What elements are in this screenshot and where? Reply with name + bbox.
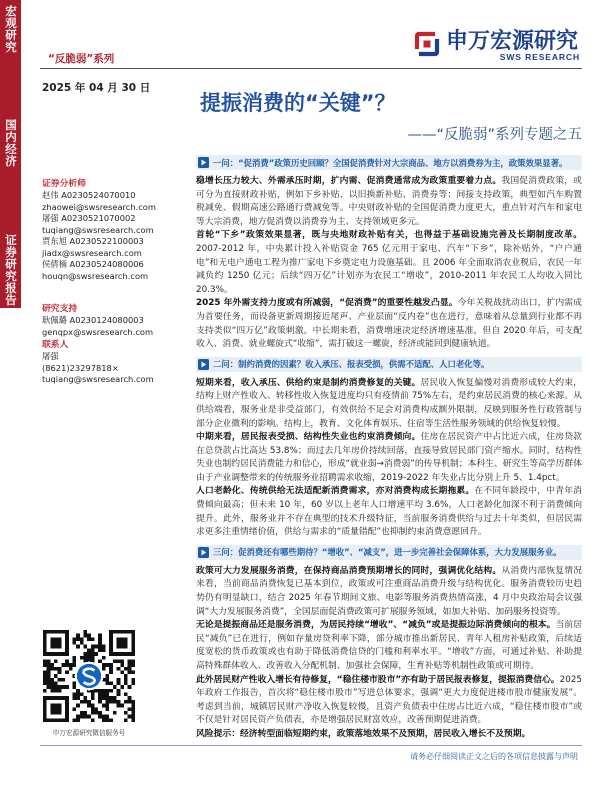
paragraph xyxy=(196,175,582,229)
report-subtitle: ——“反脆弱”系列专题之五 xyxy=(407,127,582,143)
logo-wordmark-en: SWS RESEARCH xyxy=(499,52,580,62)
paragraph-body: 当前居民“减负”已在进行，例如存量房贷利率下降，部分城市推出新居民、青年人租房补贴政策，后续适度宽松的货币政策或也有助于降低消费信贷的门槛和利率水平。“增收”方面，可通过补贴、补助提高特殊群体收入、改善收入分配机制、加强社会保障，生育补贴等机制性政策或可期待。 xyxy=(196,620,582,671)
footer-divider xyxy=(40,745,582,746)
analysts-block xyxy=(42,178,182,282)
paragraph-lead: 无论是提振商品还是服务消费，为居民持续“增收”、“减负”或是提振边际消费倾向的根本。 xyxy=(196,620,556,631)
qr-caption: 申万宏源研究微信服务号 xyxy=(52,729,126,737)
question-text: 一问：“促消费”政策历史回顾？全国促消费针对大宗商品、地方以消费券为主，政策效果显著。 xyxy=(213,157,568,168)
sidebar-label-report-type: 证券研究报告 xyxy=(4,234,18,306)
paragraph-lead: 稳增长压力较大、外需承压时期，扩内需、促消费通常成为政策重要着力点。 xyxy=(196,176,502,186)
paragraph xyxy=(196,485,582,539)
contact-block xyxy=(42,339,182,386)
side-strip xyxy=(0,0,21,308)
section-q1 xyxy=(196,155,582,352)
paragraph-lead: 短期来看，收入承压、供给约束是制约消费修复的关键。 xyxy=(196,377,421,388)
contact-email: tuqiang@swsresearch.com xyxy=(42,374,154,384)
analyst-email: jiadx@swsresearch.com xyxy=(42,247,142,258)
qr-code-icon xyxy=(43,630,135,722)
arrow-bullet-icon xyxy=(198,359,209,370)
paragraph xyxy=(196,229,582,297)
question-heading xyxy=(196,155,582,170)
contact-name: 屠强 xyxy=(42,351,59,361)
support-label: 研究支持 xyxy=(42,304,78,314)
paragraph-body: 从消费内部恢复情况来看，当前商品消费恢复已基本到位，政策或可注重商品消费升级与结构优化。服务消费较历史趋势仍有明显缺口，结合 2025 年春节期间文旅、电影等服务消费热情高涨，4 月中央政治局会议强调“大力发展服务消费”，全国层面促消费政策可扩展服务领域，如加大补贴、加码服务投资等。 xyxy=(196,565,582,617)
analysts-label: 证券分析师 xyxy=(42,179,86,189)
paragraph xyxy=(196,377,582,431)
paragraph-lead: 此外居民财产性收入增长有待修复，“稳住楼市股市”亦有助于居民报表修复，提振消费信心。 xyxy=(196,674,560,685)
analyst-email: zhaowei@swsresearch.com xyxy=(42,201,156,212)
question-text: 三问：促消费还有哪些期待？“增收”、“减支”，进一步完善社会保障体系，大力发展服务业。 xyxy=(213,547,562,558)
contact-phone: (8621)23297818× xyxy=(42,362,119,373)
summary-main xyxy=(196,155,582,747)
disclaimer-note: 请务必仔细阅读正文之后的各项信息披露与声明 xyxy=(410,752,578,761)
analyst-email: tuqiang@swsresearch.com xyxy=(42,224,154,235)
support-name-id: 耿佩璐 A0230124080003 xyxy=(42,315,144,325)
paragraph-body: 我国促消费政策，或可分为直接财政补贴，例如下乡补贴、以旧换新补贴、消费券等；间接支持政策，典型如汽车购置税减免、假期高速公路通行费减免等。中央财政补贴的全国促消费力度更大，重点针对汽车和家电等大宗消费，地方促消费以消费券为主、支持领域更多元。 xyxy=(196,176,582,227)
paragraph xyxy=(196,297,582,351)
paragraph xyxy=(196,674,582,728)
header-divider xyxy=(40,68,582,69)
analyst-name-id: 贾东旭 A0230522100003 xyxy=(42,236,144,246)
paragraph-lead: 首轮“下乡”政策效果显著，既与央地财政补贴有关，也得益于基础设施完善及长期制度改革。 xyxy=(196,230,582,241)
paragraph-body: 今年关税战扰动出口，扩内需成为首要任务，而设备更新周期接近尾声、产业层面“反内卷”也在进行，意味着从总量到行业都不再支持类似“四万亿”政策刺激。中长期来看，消费增速决定经济增速基准，但自 2020 年后，可支配收入、消费、就业螺旋式“收缩”，需打破这一螺旋，经济或能回到健康轨道。 xyxy=(196,298,582,350)
sidebar-label-category: 宏观研究 xyxy=(4,5,18,53)
arrow-bullet-icon xyxy=(198,157,209,168)
question-heading xyxy=(196,545,582,560)
report-date: 2025 年 04 月 30 日 xyxy=(42,82,151,94)
arrow-bullet-icon xyxy=(198,547,209,558)
paragraph-lead: 政策可大力发展服务消费，在保持商品消费预期增长的同时，强调优化结构。 xyxy=(196,565,502,576)
paragraph-lead: 2025 年外需支持力度或有所减弱，“促消费”的重要性越发凸显。 xyxy=(196,298,458,309)
support-block xyxy=(42,303,182,338)
question-text: 二问：制约消费的因素？收入承压、报表受损，供需不适配、人口老化等。 xyxy=(213,359,490,370)
analyst-name-id: 赵伟 A0230524070010 xyxy=(42,190,136,200)
analyst-name-id: 屠强 A0230521070002 xyxy=(42,213,136,223)
section-q2 xyxy=(196,357,582,540)
paragraph-body: 居民收入恢复偏慢对消费形成较大约束，结构上财产性收入、转移性收入恢复进度均只有疫情前 75%左右，是约束居民消费的核心来源。从供给端看，服务业是非受益部门，有效供给不足会对消费构成额外限制，反映到服务性行政管制与部分企业微利的影响。结构上，教育、文化体育娱乐、住宿等生活性服务领域的供给恢复较慢。 xyxy=(196,377,582,429)
risk-warning: 风险提示：经济转型面临短期约束，政策落地效果不及预期，居民收入增长不及预期。 xyxy=(196,728,531,739)
sws-logo-icon xyxy=(412,29,442,59)
paragraph-body: 2025 年政府工作报告，首次将“稳住楼市股市”写进总体要求，强调“更大力度促进楼市股市健康发展”。考虑到当前，城镇居民财产净收入恢复较慢，且资产负债表中住房占比近六成，“稳住楼市股市”或不仅是针对居民资产负债表，亦是增强居民财富效应，改善预期促进消费。 xyxy=(196,674,582,726)
logo-wordmark-cn: 申万宏源研究 xyxy=(446,29,579,54)
analyst-email: houqn@swsresearch.com xyxy=(42,270,149,281)
contact-label: 联系人 xyxy=(42,340,69,350)
report-title: 提振消费的“关键”？ xyxy=(200,91,396,115)
question-heading xyxy=(196,357,582,372)
section-q3 xyxy=(196,545,582,742)
paragraph-body: 住房在居民资产中占比近六成，住房贷款在总贷款占比高达 53.8%；而过去几年房价持续回落，直接导致居民部门资产缩水。同时，结构性失业也制约居民消费能力和信心，形成“就业弱→消费弱”的传导机制；本科生、研究生等高学历群体由于产业调整带来的传统服务业招聘需求收缩，2019-2022 年失业占比分别上升 5、1.4pct。 xyxy=(196,432,582,483)
paragraph xyxy=(196,431,582,485)
paragraph xyxy=(196,565,582,619)
paragraph xyxy=(196,619,582,673)
paragraph-body: 2007-2012 年，中央累计投入补贴资金 765 亿元用于家电、汽车“下乡”，除补贴外，“户户通电”和无电户通电工程为推广家电下乡奠定电力设施基础。且 2006 年全面取消农业税后，农民一年减负约 1250 亿元；后续“四万亿”计划亦为农民工“增收”，2010-2011 年农民工人均收入同比 20.3%。 xyxy=(196,243,582,295)
analyst-name-id: 侯倩楠 A0230524080006 xyxy=(42,259,144,269)
support-email: genqpx@swsresearch.com xyxy=(42,326,154,337)
paragraph-lead: 中期来看，居民报表受损、结构性失业也约束消费倾向。 xyxy=(196,432,421,443)
sidebar-label-topic: 国内经济 xyxy=(4,119,18,167)
paragraph-body: 在不同年龄段中，中青年消费倾向最高；但未来 10 年，60 岁以上老年人口增速平均 3.6%，人口老龄化加深不利于消费倾向提升。此外，服务业并不存在典型的技术升级特征，当前服务消费供给与过去十年类似，但居民需求更多注重情绪价值，供给与需求的“质量错配”也抑制约束消费意愿回升。 xyxy=(196,486,582,538)
series-name: “反脆弱”系列 xyxy=(48,53,115,65)
paragraph-lead: 人口老龄化、传统供给无法适配新消费需求，亦对消费构成长期拖累。 xyxy=(196,486,475,497)
